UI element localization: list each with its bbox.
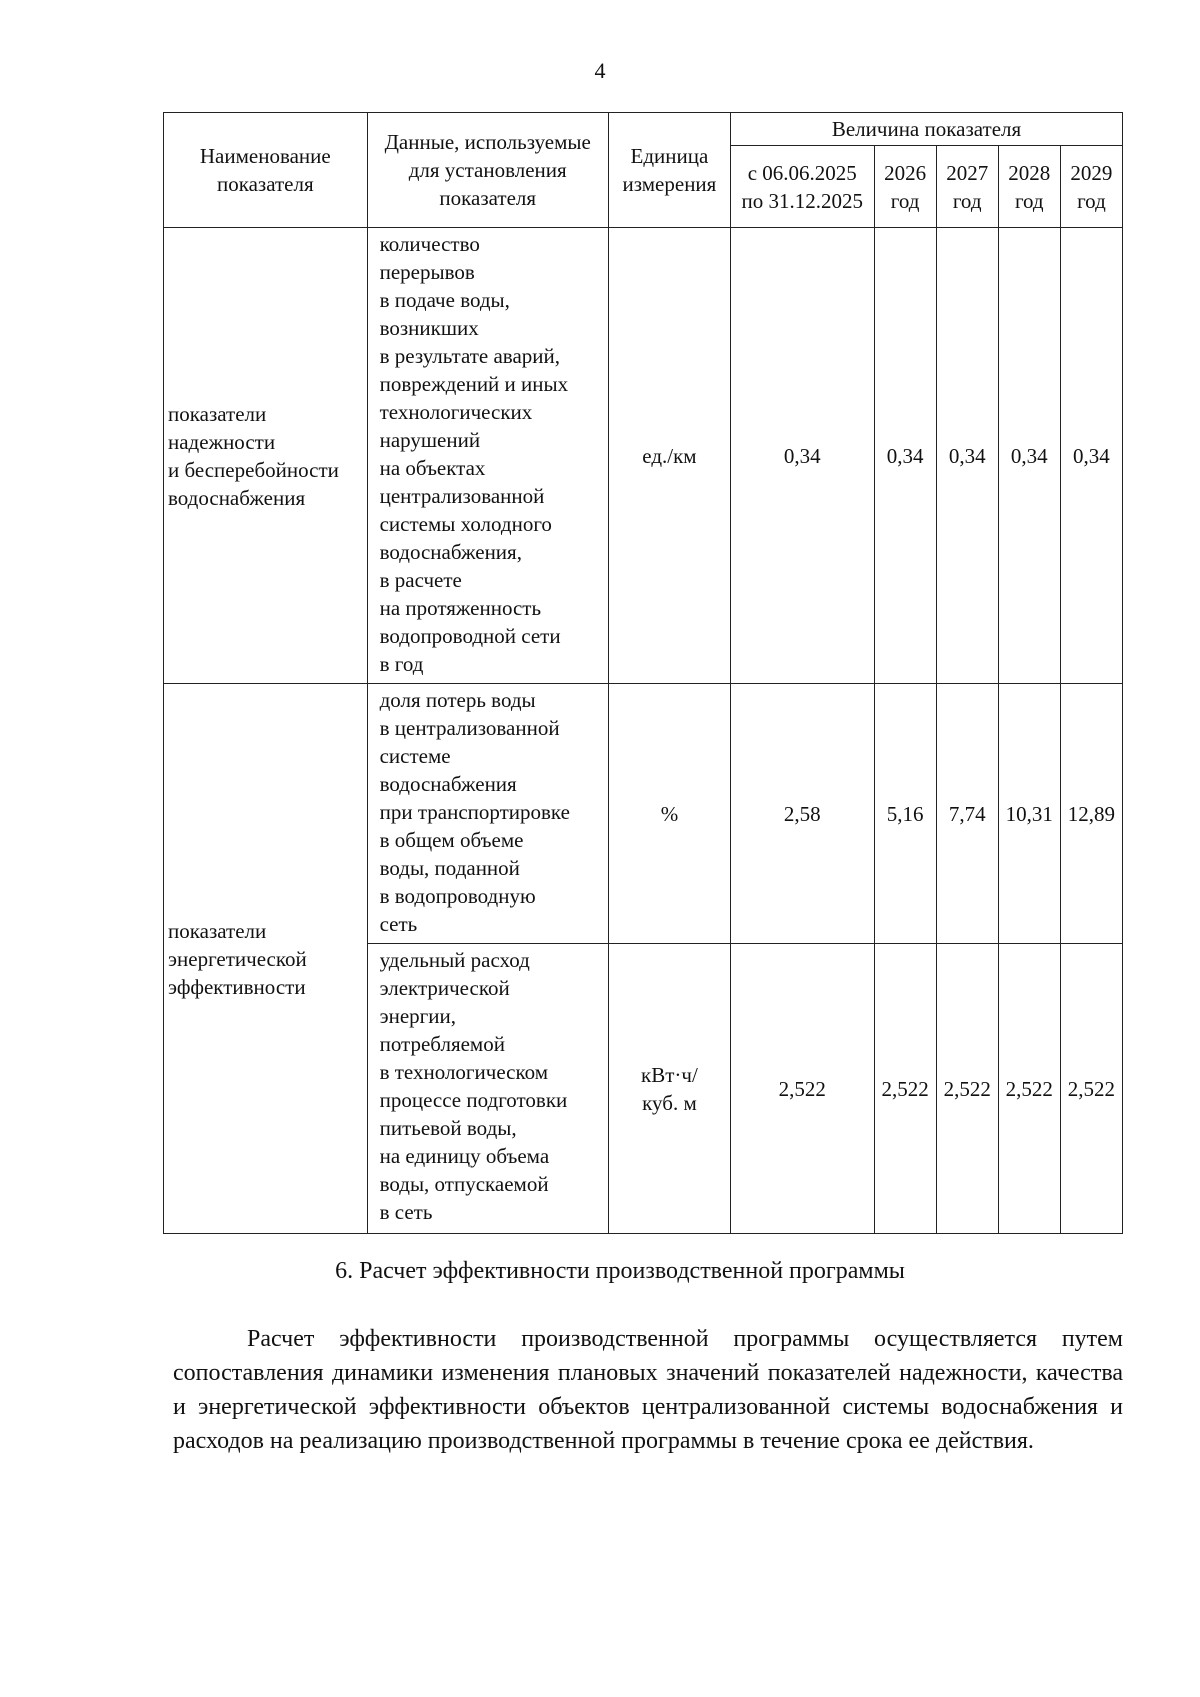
- indicator-value: 10,31: [998, 684, 1060, 944]
- indicator-name: показатели энергетической эффективности: [164, 684, 368, 1234]
- indicator-value: 7,74: [936, 684, 998, 944]
- header-period: 2026 год: [874, 146, 936, 228]
- indicator-value: 0,34: [731, 228, 875, 684]
- indicator-value: 0,34: [998, 228, 1060, 684]
- header-period: с 06.06.2025 по 31.12.2025: [731, 146, 875, 228]
- indicator-value: 2,522: [936, 944, 998, 1234]
- section-paragraph: Расчет эффективности производственной программы осуществляется путем сопоставления динамики изменения плановых значений показателей надежности, качества и энергетической эффективности объектов централизованной системы водоснабжения и расходов на реализацию производственной программы в течение срока ее действия.: [173, 1326, 1123, 1454]
- indicator-value: 0,34: [874, 228, 936, 684]
- table-row: [164, 684, 1123, 944]
- table-row: [164, 228, 1123, 684]
- indicator-unit: кВт·ч/ куб. м: [608, 944, 730, 1234]
- header-unit: Единица измерения: [608, 113, 730, 228]
- indicator-unit: ед./км: [608, 228, 730, 684]
- indicators-table: [163, 112, 1123, 1234]
- indicator-value: 2,522: [998, 944, 1060, 1234]
- header-value-group: Величина показателя: [731, 113, 1123, 146]
- indicator-unit: %: [608, 684, 730, 944]
- indicator-value: 2,58: [731, 684, 875, 944]
- indicator-value: 0,34: [936, 228, 998, 684]
- indicator-value: 0,34: [1060, 228, 1122, 684]
- indicator-data: количество перерывов в подаче воды, возникших в результате аварий, повреждений и иных технологических нарушений на объектах централизованной системы холодного водоснабжения, в расчете на протяженность водопроводной сети в год: [367, 228, 608, 684]
- header-period: 2029 год: [1060, 146, 1122, 228]
- indicator-data: доля потерь воды в централизованной системе водоснабжения при транспортировке в общем объеме воды, поданной в водопроводную сеть: [367, 684, 608, 944]
- indicator-value: 2,522: [731, 944, 875, 1234]
- header-period: 2028 год: [998, 146, 1060, 228]
- header-name: Наименование показателя: [164, 113, 368, 228]
- header-data: Данные, используемые для установления показателя: [367, 113, 608, 228]
- indicator-value: 5,16: [874, 684, 936, 944]
- indicator-value: 2,522: [1060, 944, 1122, 1234]
- section-title: 6. Расчет эффективности производственной программы: [335, 1258, 905, 1284]
- header-period: 2027 год: [936, 146, 998, 228]
- table-header-row: [164, 113, 1123, 146]
- indicator-value: 2,522: [874, 944, 936, 1234]
- indicator-data: удельный расход электрической энергии, потребляемой в технологическом процессе подготовки питьевой воды, на единицу объема воды, отпускаемой в сеть: [367, 944, 608, 1234]
- page-number: 4: [594, 58, 606, 83]
- indicator-value: 12,89: [1060, 684, 1122, 944]
- indicator-name: показатели надежности и бесперебойности водоснабжения: [164, 228, 368, 684]
